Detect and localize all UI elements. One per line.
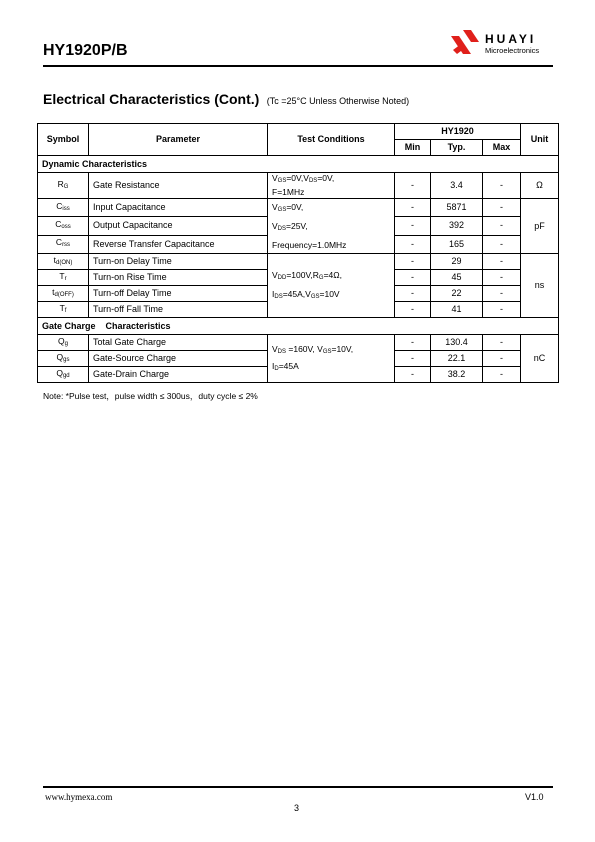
group-title-gate-charge: Gate Charge Characteristics <box>38 318 559 335</box>
unit-cell: pF <box>521 199 559 254</box>
symbol-cell: $Q_{gs}$ <box>38 351 89 367</box>
parameter-cell: Turn-on Delay Time <box>89 254 268 270</box>
symbol-cell: $T_f$ <box>38 302 89 318</box>
parameter-cell: Output Capacitance <box>89 217 268 235</box>
header-test-conditions: Test Conditions <box>268 124 395 156</box>
parameter-cell: Gate-Drain Charge <box>89 367 268 383</box>
min-cell: - <box>395 173 431 199</box>
group-row-gate-charge <box>38 318 559 335</box>
table-row <box>38 335 559 351</box>
typ-cell: 165 <box>431 235 483 253</box>
logo-wordmark: HUAYI <box>485 32 537 46</box>
electrical-characteristics-table <box>37 123 559 383</box>
header-device: HY1920 <box>395 124 521 140</box>
min-cell: - <box>395 335 431 351</box>
symbol-cell: $t_{d(OFF)}$ <box>38 286 89 302</box>
section-subtitle: (Tc =25°C Unless Otherwise Noted) <box>266 96 410 106</box>
typ-cell: 29 <box>431 254 483 270</box>
footer-version: V1.0 <box>525 792 544 802</box>
logo-subtitle: Microelectronics <box>485 46 540 55</box>
max-cell: - <box>483 217 521 235</box>
page-number: 3 <box>294 803 300 813</box>
typ-cell: 38.2 <box>431 367 483 383</box>
parameter-cell: Turn-on Rise Time <box>89 270 268 286</box>
header-parameter: Parameter <box>89 124 268 156</box>
max-cell: - <box>483 367 521 383</box>
symbol-cell: $C_{iss}$ <box>38 199 89 217</box>
footer-website-link[interactable]: www.hymexa.com <box>45 792 113 802</box>
symbol-cell: $t_{d(ON)}$ <box>38 254 89 270</box>
typ-cell: 130.4 <box>431 335 483 351</box>
company-logo <box>449 26 553 62</box>
group-title-dynamic: Dynamic Characteristics <box>38 156 559 173</box>
typ-cell: 22.1 <box>431 351 483 367</box>
unit-cell: Ω <box>521 173 559 199</box>
header-typ: Typ. <box>431 140 483 156</box>
parameter-cell: Gate Resistance <box>89 173 268 199</box>
max-cell: - <box>483 173 521 199</box>
header-symbol: Symbol <box>38 124 89 156</box>
max-cell: - <box>483 235 521 253</box>
max-cell: - <box>483 302 521 318</box>
min-cell: - <box>395 367 431 383</box>
footer-rule <box>43 786 553 788</box>
unit-cell: ns <box>521 254 559 318</box>
min-cell: - <box>395 254 431 270</box>
typ-cell: 45 <box>431 270 483 286</box>
symbol-cell: $T_r$ <box>38 270 89 286</box>
header-min: Min <box>395 140 431 156</box>
min-cell: - <box>395 199 431 217</box>
max-cell: - <box>483 351 521 367</box>
parameter-cell: Turn-off Fall Time <box>89 302 268 318</box>
parameter-cell: Turn-off Delay Time <box>89 286 268 302</box>
symbol-cell: $C_{oss}$ <box>38 217 89 235</box>
min-cell: - <box>395 217 431 235</box>
group-row-dynamic <box>38 156 559 173</box>
test-condition-cell: $V_{DD}=100V,R_G=4\Omega$, $I_{DS}=45A,V_{GS}=10V$ <box>268 254 395 318</box>
symbol-cell: $Q_g$ <box>38 335 89 351</box>
typ-cell: 3.4 <box>431 173 483 199</box>
min-cell: - <box>395 270 431 286</box>
section-title: Electrical Characteristics (Cont.) <box>43 91 260 107</box>
header-max: Max <box>483 140 521 156</box>
min-cell: - <box>395 286 431 302</box>
unit-cell: nC <box>521 335 559 383</box>
test-condition-cell: $V_{GS}=0V$, $V_{DS}=25V$, Frequency=1.0MHz <box>268 199 395 254</box>
parameter-cell: Total Gate Charge <box>89 335 268 351</box>
max-cell: - <box>483 335 521 351</box>
huayi-logo-icon <box>449 28 483 58</box>
typ-cell: 22 <box>431 286 483 302</box>
min-cell: - <box>395 302 431 318</box>
parameter-cell: Reverse Transfer Capacitance <box>89 235 268 253</box>
table-header-row <box>38 124 559 140</box>
max-cell: - <box>483 254 521 270</box>
min-cell: - <box>395 351 431 367</box>
min-cell: - <box>395 235 431 253</box>
footnote: Note: *Pulse test，pulse width ≤ 300us，duty cycle ≤ 2% <box>43 391 258 401</box>
typ-cell: 41 <box>431 302 483 318</box>
section-heading <box>43 91 409 109</box>
table-row <box>38 173 559 199</box>
header-unit: Unit <box>521 124 559 156</box>
typ-cell: 5871 <box>431 199 483 217</box>
table-row <box>38 199 559 217</box>
test-condition-cell: $V_{GS}=0V,V_{DS}=0V$, F=1MHz <box>268 173 395 199</box>
symbol-cell: $R_G$ <box>38 173 89 199</box>
table-row <box>38 254 559 270</box>
max-cell: - <box>483 286 521 302</box>
typ-cell: 392 <box>431 217 483 235</box>
part-number-title: HY1920P/B <box>43 42 128 59</box>
symbol-cell: $Q_{gd}$ <box>38 367 89 383</box>
parameter-cell: Gate-Source Charge <box>89 351 268 367</box>
parameter-cell: Input Capacitance <box>89 199 268 217</box>
test-condition-cell: $V_{DS} =160V$, $V_{GS}=10V$, $I_D=45A$ <box>268 335 395 383</box>
max-cell: - <box>483 199 521 217</box>
max-cell: - <box>483 270 521 286</box>
header-rule <box>43 65 553 67</box>
symbol-cell: $C_{rss}$ <box>38 235 89 253</box>
